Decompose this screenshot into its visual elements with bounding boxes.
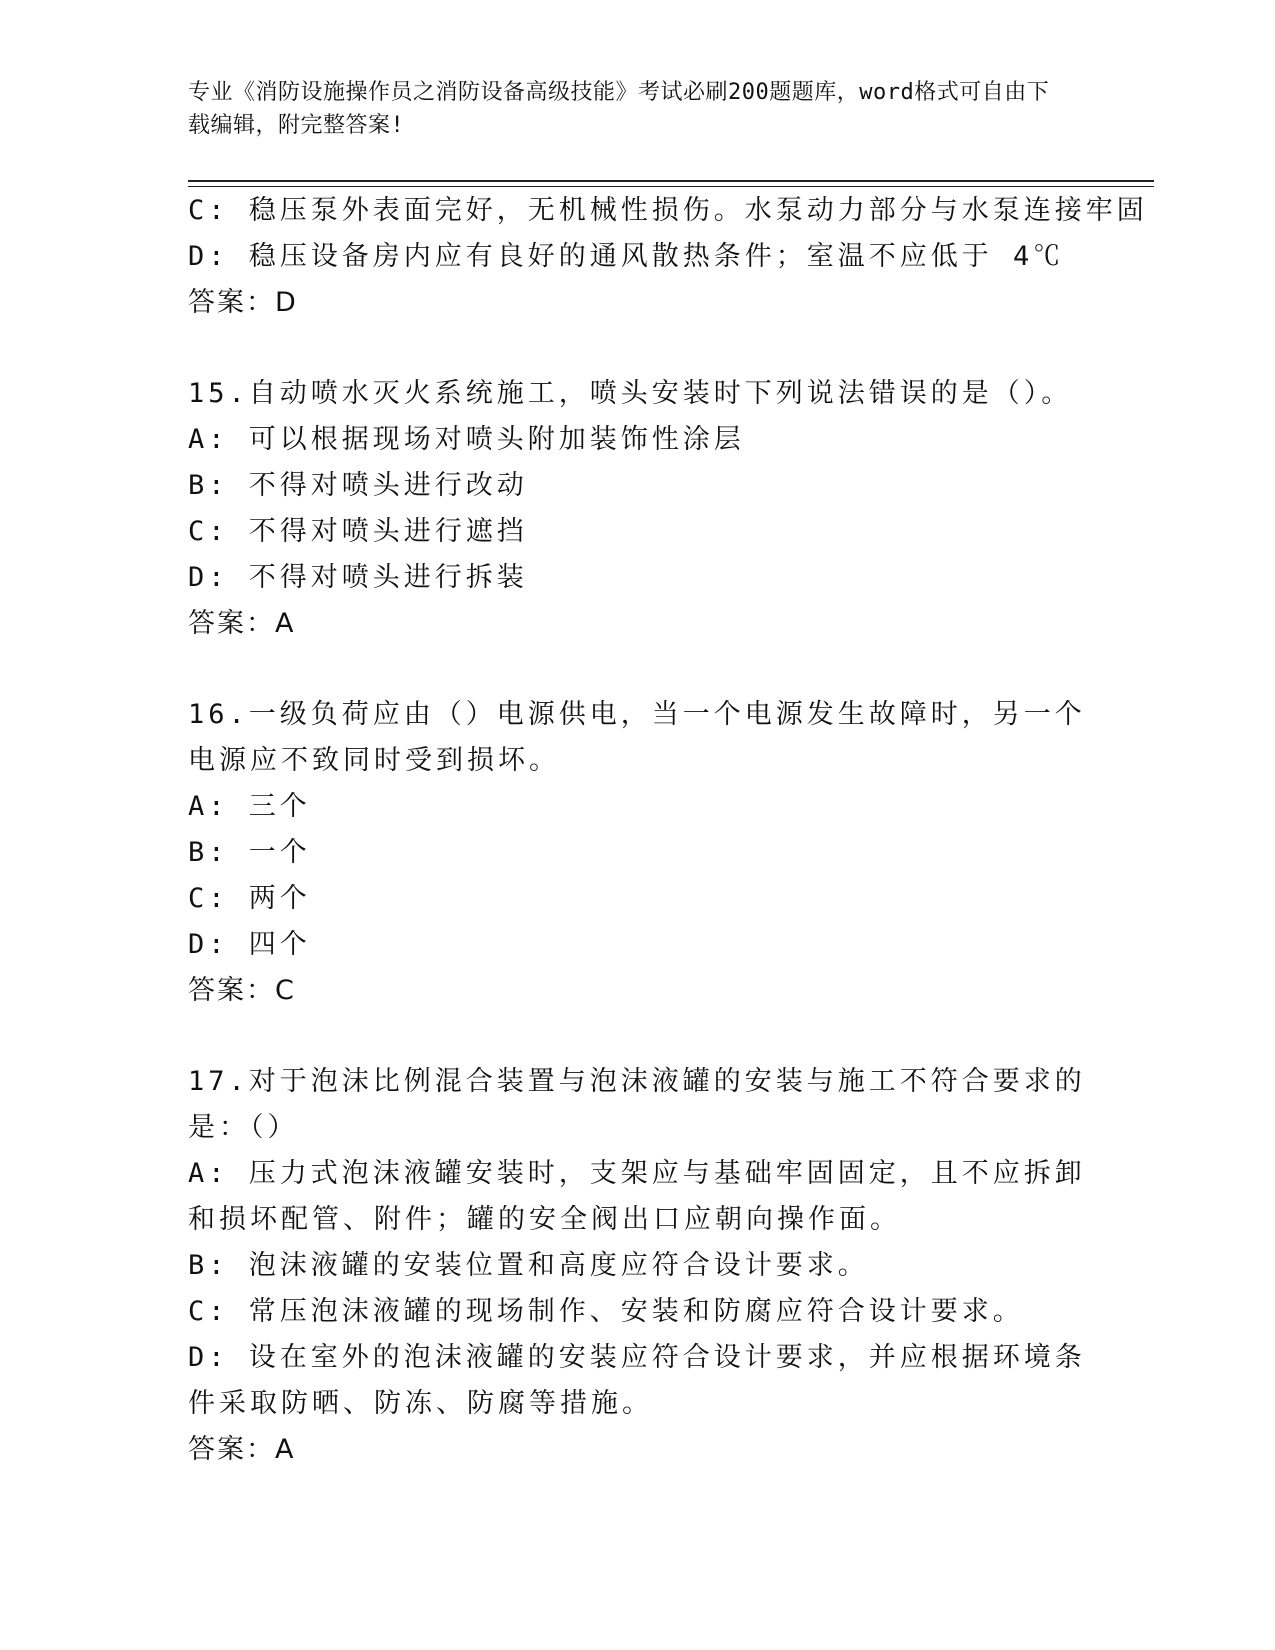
- option-a: A: 可以根据现场对喷头附加装饰性涂层: [188, 424, 745, 455]
- question-block-15: [188, 371, 1088, 647]
- option-d: D: 稳压设备房内应有良好的通风散热条件；室温不应低于 4℃: [188, 241, 1065, 272]
- option-a: A: 三个: [188, 791, 311, 822]
- option-c: C: 两个: [188, 883, 311, 914]
- option-d: D: 四个: [188, 929, 311, 960]
- prev-question-block: [188, 188, 1148, 326]
- option-a: A: 压力式泡沫液罐安装时，支架应与基础牢固固定，且不应拆卸和损坏配管、附件；罐的安全阀出口应朝向操作面。: [188, 1158, 1086, 1235]
- question-stem: 17.对于泡沫比例混合装置与泡沫液罐的安装与施工不符合要求的是：（）: [188, 1066, 1086, 1143]
- option-c: C: 常压泡沫液罐的现场制作、安装和防腐应符合设计要求。: [188, 1296, 1024, 1327]
- question-stem: 16.一级负荷应由（）电源供电，当一个电源发生故障时，另一个电源应不致同时受到损坏。: [188, 699, 1086, 776]
- question-stem: 15.自动喷水灭火系统施工，喷头安装时下列说法错误的是（）。: [188, 378, 1073, 409]
- option-b: B: 不得对喷头进行改动: [188, 470, 528, 501]
- option-b: B: 一个: [188, 837, 311, 868]
- option-b: B: 泡沫液罐的安装位置和高度应符合设计要求。: [188, 1250, 869, 1281]
- question-block-16: [188, 692, 1088, 1014]
- document-header: 专业《消防设施操作员之消防设备高级技能》考试必刷200题题库，word格式可自由下载编辑，附完整答案!: [188, 80, 1050, 138]
- option-d: D: 不得对喷头进行拆装: [188, 562, 528, 593]
- header-divider-thick: [188, 180, 1154, 182]
- answer-line: 答案：A: [188, 1434, 296, 1465]
- question-block-17: [188, 1059, 1088, 1473]
- option-c: C: 稳压泵外表面完好，无机械性损伤。水泵动力部分与水泵连接牢固: [188, 195, 1148, 226]
- header-divider-thin: [188, 186, 1154, 187]
- option-c: C: 不得对喷头进行遮挡: [188, 516, 528, 547]
- answer-line: 答案：D: [188, 287, 298, 318]
- answer-line: 答案：C: [188, 975, 296, 1006]
- answer-line: 答案：A: [188, 608, 296, 639]
- question-content: [188, 188, 1148, 1473]
- option-d: D: 设在室外的泡沫液罐的安装应符合设计要求，并应根据环境条件采取防晒、防冻、防腐等措施。: [188, 1342, 1086, 1419]
